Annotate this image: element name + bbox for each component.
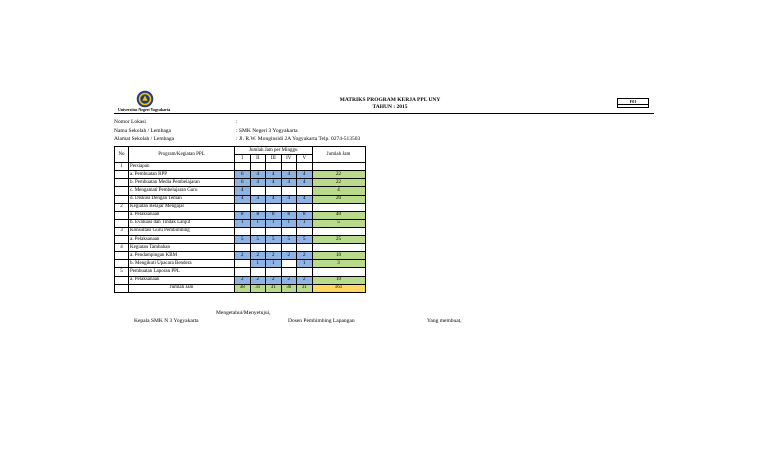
week-hours-cell: [266, 163, 282, 171]
week-hours-cell: 1: [297, 260, 313, 268]
week-hours-cell: 4: [297, 195, 313, 203]
row-total-cell: 5: [312, 219, 365, 227]
week-hours-cell: [281, 187, 297, 195]
info-row-school-name: [114, 127, 360, 136]
table-footer-row: [115, 284, 366, 292]
info-row-location: [114, 118, 360, 127]
document-title-year: TAHUN : 2015: [372, 104, 408, 110]
week-hours-cell: 1: [250, 219, 266, 227]
table-row: [115, 236, 366, 244]
footer-week-total: 31: [250, 284, 266, 292]
week-hours-cell: 8: [235, 211, 251, 219]
document-title: [300, 97, 480, 111]
row-number: 5: [115, 268, 129, 276]
section-row: [115, 268, 366, 276]
university-name: Universitas Negeri Yogyakarta: [118, 107, 171, 112]
row-total-cell: 3: [312, 260, 365, 268]
row-total-cell: 40: [312, 211, 365, 219]
university-logo-icon: [136, 90, 154, 108]
signature-principal: Kepala SMK N 3 Yogyakarta: [134, 318, 199, 324]
col-header-week: I: [235, 155, 251, 163]
activity-name: b. Pembuatan Media Pembelajaran: [129, 179, 235, 187]
footer-week-total: 31: [266, 284, 282, 292]
week-hours-cell: 8: [297, 211, 313, 219]
section-row: [115, 203, 366, 211]
week-hours-cell: [266, 227, 282, 235]
week-hours-cell: 8: [281, 211, 297, 219]
col-header-week: IV: [281, 155, 297, 163]
week-hours-cell: 5: [266, 236, 282, 244]
week-hours-cell: [266, 268, 282, 276]
section-row: [115, 163, 366, 171]
week-hours-cell: [281, 203, 297, 211]
table-row: [115, 195, 366, 203]
info-label: Nama Sekolah / Lembaga: [114, 127, 171, 134]
col-header-no: No: [115, 147, 129, 163]
week-hours-cell: 1: [250, 260, 266, 268]
week-hours-cell: 1: [235, 219, 251, 227]
week-hours-cell: 5: [297, 236, 313, 244]
document-title-main: MATRIKS PROGRAM KERJA PPL UNY: [339, 97, 441, 103]
row-number: [115, 252, 129, 260]
week-hours-cell: 1: [297, 219, 313, 227]
week-hours-cell: 4: [266, 195, 282, 203]
week-hours-cell: [297, 227, 313, 235]
row-number: [115, 187, 129, 195]
col-header-weeks-group: Jumlah Jam per Minggu: [235, 147, 313, 155]
activity-name: a. Pelaksanaan: [129, 276, 235, 284]
row-total-cell: [312, 244, 365, 252]
week-hours-cell: 4: [266, 179, 282, 187]
week-hours-cell: [297, 244, 313, 252]
activity-name: a. Pelaksanaan: [129, 211, 235, 219]
program-matrix-table: [114, 146, 366, 293]
activity-name: a. Pembuatan RPP: [129, 171, 235, 179]
week-hours-cell: [250, 227, 266, 235]
activity-name: d. Diskusi Dengan Teman: [129, 195, 235, 203]
week-hours-cell: [281, 163, 297, 171]
week-hours-cell: 8: [266, 211, 282, 219]
row-total-cell: [312, 163, 365, 171]
col-header-program: Program/Kegiatan PPL: [129, 147, 235, 163]
col-header-week: V: [297, 155, 313, 163]
week-hours-cell: [250, 163, 266, 171]
row-number: [115, 179, 129, 187]
week-hours-cell: 2: [281, 252, 297, 260]
row-number: [115, 211, 129, 219]
row-number: [115, 276, 129, 284]
row-total-cell: 10: [312, 276, 365, 284]
week-hours-cell: 4: [250, 179, 266, 187]
week-hours-cell: 4: [235, 187, 251, 195]
week-hours-cell: 5: [250, 236, 266, 244]
week-hours-cell: [297, 203, 313, 211]
week-hours-cell: 4: [281, 179, 297, 187]
col-header-total: Jumlah Jam: [312, 147, 365, 163]
week-hours-cell: [281, 227, 297, 235]
week-hours-cell: [250, 268, 266, 276]
week-hours-cell: [266, 244, 282, 252]
activity-name: b. Mengikuti Upacara Bendera: [129, 260, 235, 268]
week-hours-cell: [250, 244, 266, 252]
activity-name: a. Pendampingan KBM: [129, 252, 235, 260]
week-hours-cell: 1: [281, 219, 297, 227]
info-value: : SMK Negeri 3 Yogyakarta: [236, 127, 298, 134]
week-hours-cell: [235, 244, 251, 252]
info-label: Alamat Sekolah / Lembaga: [114, 136, 175, 142]
week-hours-cell: 1: [266, 260, 282, 268]
week-hours-cell: [235, 268, 251, 276]
row-number: 1: [115, 163, 129, 171]
signature-author: Yang membuat,: [427, 318, 462, 324]
table-row: [115, 211, 366, 219]
activity-name: a. Pelaksanaan: [129, 236, 235, 244]
row-number: 2: [115, 203, 129, 211]
week-hours-cell: [281, 260, 297, 268]
week-hours-cell: 4: [250, 195, 266, 203]
footer-week-total: 38: [235, 284, 251, 292]
form-code-subbox: [618, 105, 648, 109]
form-code-box: [617, 98, 649, 108]
table-body: [115, 163, 366, 284]
week-hours-cell: 4: [297, 171, 313, 179]
week-hours-cell: [250, 187, 266, 195]
table-row: [115, 179, 366, 187]
row-total-cell: 20: [312, 195, 365, 203]
form-code: F01: [618, 99, 648, 105]
table-row: [115, 252, 366, 260]
section-title: Kegiatan Belajar Mengajar: [129, 203, 235, 211]
row-number: [115, 219, 129, 227]
row-number: [115, 195, 129, 203]
info-value: : Jl. R.W. Monginsidi 2A Yogyakarta Telp. 0274-513503: [236, 136, 361, 142]
week-hours-cell: 2: [250, 276, 266, 284]
week-hours-cell: [250, 203, 266, 211]
week-hours-cell: [281, 268, 297, 276]
week-hours-cell: 5: [281, 236, 297, 244]
header-divider: [114, 113, 654, 114]
grand-total-cell: 161: [312, 284, 365, 292]
week-hours-cell: 4: [235, 195, 251, 203]
section-title: Konsultasi Guru Pembimbing: [129, 227, 235, 235]
week-hours-cell: 2: [266, 276, 282, 284]
week-hours-cell: 2: [266, 252, 282, 260]
section-title: Persiapan: [129, 163, 235, 171]
section-title: Pembuatan Laporan PPL: [129, 268, 235, 276]
info-value: :: [236, 119, 238, 125]
week-hours-cell: 4: [297, 179, 313, 187]
week-hours-cell: [266, 203, 282, 211]
section-row: [115, 227, 366, 235]
week-hours-cell: [297, 187, 313, 195]
row-total-cell: 22: [312, 179, 365, 187]
week-hours-cell: 1: [266, 219, 282, 227]
week-hours-cell: 4: [281, 195, 297, 203]
footer-week-total: 30: [281, 284, 297, 292]
week-hours-cell: [297, 268, 313, 276]
week-hours-cell: 6: [235, 179, 251, 187]
week-hours-cell: [235, 203, 251, 211]
week-hours-cell: [235, 260, 251, 268]
row-number: [115, 171, 129, 179]
table-header-row: [115, 147, 366, 155]
table-row: [115, 276, 366, 284]
week-hours-cell: 6: [235, 171, 251, 179]
signature-heading: Mengetahui/Menyetujui,: [216, 310, 271, 316]
section-row: [115, 244, 366, 252]
week-hours-cell: [297, 163, 313, 171]
col-header-week: III: [266, 155, 282, 163]
week-hours-cell: 2: [235, 252, 251, 260]
footer-no-cell: [115, 284, 129, 292]
signature-field-supervisor: Dosen Pembimbing Lapangan: [288, 318, 355, 324]
section-title: Kegiatan Tambahan: [129, 244, 235, 252]
row-number: [115, 236, 129, 244]
week-hours-cell: 4: [281, 171, 297, 179]
info-label: Nomor Lokasi: [114, 119, 146, 125]
week-hours-cell: [281, 244, 297, 252]
school-info: [114, 118, 360, 144]
week-hours-cell: [235, 227, 251, 235]
week-hours-cell: 5: [235, 236, 251, 244]
week-hours-cell: 2: [281, 276, 297, 284]
row-total-cell: 4: [312, 187, 365, 195]
row-total-cell: 10: [312, 252, 365, 260]
row-number: 3: [115, 227, 129, 235]
week-hours-cell: 2: [297, 252, 313, 260]
week-hours-cell: 4: [266, 171, 282, 179]
row-total-cell: 25: [312, 236, 365, 244]
activity-name: b. Evaluasi dan Tindak Lanjut: [129, 219, 235, 227]
table-row: [115, 219, 366, 227]
activity-name: c. Mengamati Pembelajaran Guru: [129, 187, 235, 195]
row-number: 4: [115, 244, 129, 252]
week-hours-cell: 2: [250, 252, 266, 260]
info-row-school-address: [114, 135, 360, 144]
week-hours-cell: 8: [250, 211, 266, 219]
week-hours-cell: 2: [297, 276, 313, 284]
week-hours-cell: [266, 187, 282, 195]
footer-label: Jumlah Jam: [129, 284, 235, 292]
week-hours-cell: 2: [235, 276, 251, 284]
col-header-week: II: [250, 155, 266, 163]
row-total-cell: [312, 203, 365, 211]
row-total-cell: [312, 227, 365, 235]
week-hours-cell: [235, 163, 251, 171]
row-number: [115, 260, 129, 268]
table-row: [115, 187, 366, 195]
footer-week-total: 31: [297, 284, 313, 292]
row-total-cell: [312, 268, 365, 276]
table-row: [115, 260, 366, 268]
week-hours-cell: 4: [250, 171, 266, 179]
row-total-cell: 22: [312, 171, 365, 179]
table-row: [115, 171, 366, 179]
